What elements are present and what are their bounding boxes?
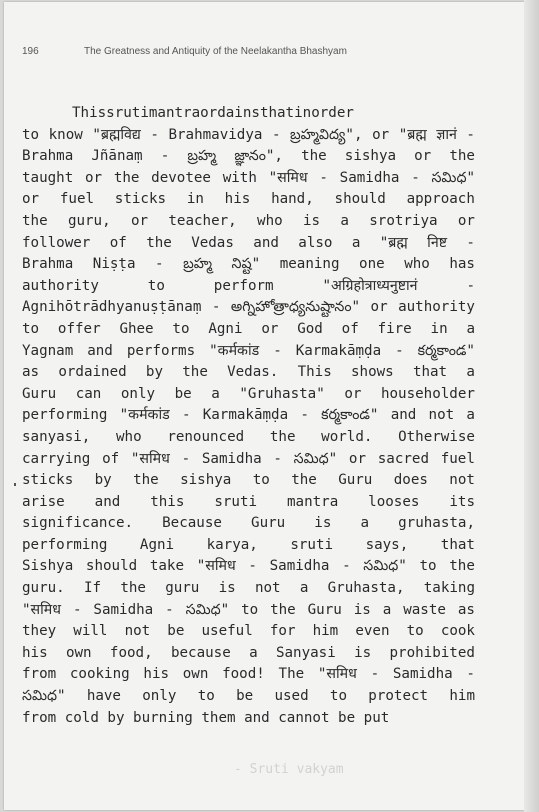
body-text <box>22 103 475 729</box>
text-line: sticks by the sishya to the Guru does not <box>22 472 475 489</box>
text-line: Agnihōtrādhyanuṣṭānaṃ - అగ్నిహోత్రాధ్యనుష్టానం" or authority <box>22 299 475 316</box>
text-line: authority to perform "अग्रिहोत्राध्यनुष्टानं - <box>22 277 475 294</box>
text-line: to know "ब्रह्मविद्य - Brahmavidya - బ్రహ్మవిద్య", or "ब्रह्म ज्ञानं - <box>22 126 475 143</box>
text-line: significance. Because Guru is a gruhasta, <box>22 515 475 532</box>
text-line: Guru can only be a "Gruhasta" or householder <box>22 385 475 402</box>
running-title: The Greatness and Antiquity of the Neelakantha Bhashyam <box>84 46 347 57</box>
book-page <box>4 2 524 810</box>
show-through-text: - Sruti vakyam <box>234 762 344 777</box>
text-line: సమిధ" have only to be used to protect him <box>22 688 475 705</box>
text-line: as ordained by the Vedas. This shows that a <box>22 364 475 381</box>
text-line: or fuel sticks in his hand, should approach <box>22 191 475 208</box>
text-line: from cold by burning them and cannot be put <box>22 709 390 726</box>
text-line: taught or the devotee with "समिध - Samidha - సమిధ" <box>22 169 475 186</box>
text-line: follower of the Vedas and also a "ब्रह्म निष्ट - <box>22 234 475 251</box>
page-edge <box>524 0 539 812</box>
text-line: Brahma Niṣṭa - బ్రహ్మ నిష్ట" meaning one who has <box>22 256 475 273</box>
text-line: performing Agni karya, sruti says, that <box>22 536 475 553</box>
text-line: "समिध - Samidha - సమిధ" to the Guru is a waste as <box>22 601 475 618</box>
ink-mark <box>14 483 16 486</box>
page-number: 196 <box>22 46 39 57</box>
text-line: the guru, or teacher, who is a srotriya or <box>22 212 475 229</box>
text-line: they will not be useful for him even to cook <box>22 623 475 640</box>
text-line: Brahma Jñānaṃ - బ్రహ్మ జ్ఞానం", the sishya or the <box>22 148 475 165</box>
text-line: arise and this sruti mantra looses its <box>22 493 475 510</box>
text-line: sanyasi, who renounced the world. Otherwise <box>22 428 475 445</box>
page-header <box>22 46 347 57</box>
text-line: This sruti mantra ordains that in order <box>72 105 354 121</box>
text-line: carrying of "समिध - Samidha - సమిధ" or sacred fuel <box>22 450 475 467</box>
text-line: to offer Ghee to Agni or God of fire in a <box>22 320 475 337</box>
text-line: performing "कर्मकांड - Karmakāṃḍa - కర్మకాండ" and not a <box>22 407 475 424</box>
text-line: Yagnam and performs "कर्मकांड - Karmakāṃḍa - కర్మకాండ" <box>22 342 475 359</box>
text-line: from cooking his own food! The "समिध - Samidha - <box>22 666 475 683</box>
text-line: Sishya should take "समिध - Samidha - సమిధ" to the <box>22 558 475 575</box>
text-line: guru. If the guru is not a Gruhasta, taking <box>22 580 475 597</box>
text-line: his own food, because a Sanyasi is prohibited <box>22 644 475 661</box>
